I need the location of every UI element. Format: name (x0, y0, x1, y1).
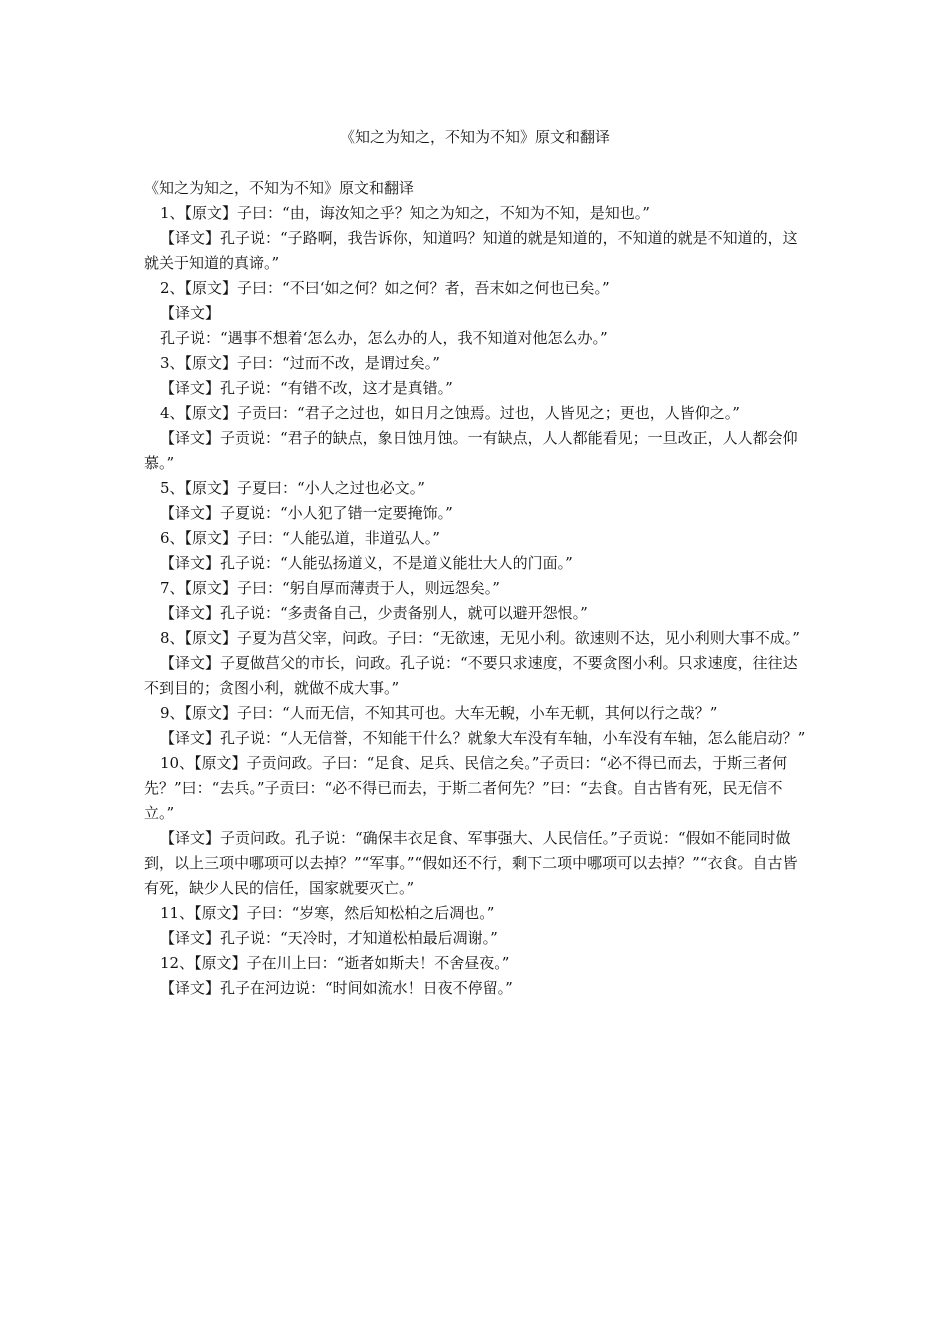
paragraph-3-translation: 【译文】孔子说：“有错不改，这才是真错。” (160, 379, 453, 397)
paragraph-4-translation: 【译文】子贡说：“君子的缺点，象日蚀月蚀。一有缺点，人人都能看见；一旦改正，人人都会仰慕。” (144, 429, 798, 472)
paragraph-10-original: 10、【原文】子贡问政。子曰：“足食、足兵、民信之矣。”子贡曰：“必不得已而去，于斯三者何先？”曰：“去兵。”子贡曰：“必不得已而去，于斯二者何先？”曰：“去食。自古皆有死，民无信不立。” (144, 754, 788, 822)
paragraph-2-translation: 孔子说：“遇事不想着‘怎么办，怎么办的人，我不知道对他怎么办。” (160, 329, 608, 347)
paragraph-7-translation: 【译文】孔子说：“多责备自己，少责备别人，就可以避开怨恨。” (160, 604, 588, 622)
paragraph-12-translation: 【译文】孔子在河边说：“时间如流水！日夜不停留。” (160, 979, 513, 997)
paragraph-8-translation: 【译文】子夏做莒父的市长，问政。孔子说：“不要只求速度，不要贪图小利。只求速度，往往达不到目的；贪图小利，就做不成大事。” (144, 654, 798, 697)
paragraph-2-translation-label: 【译文】 (160, 304, 221, 322)
paragraph-1-translation: 【译文】孔子说：“子路啊，我告诉你，知道吗？知道的就是知道的，不知道的就是不知道的，这就关于知道的真谛。” (144, 229, 798, 272)
paragraph-7-original: 7、【原文】子曰：“躬自厚而薄责于人，则远怨矣。” (160, 579, 500, 597)
paragraph-9-original: 9、【原文】子曰：“人而无信，不知其可也。大车无輗，小车无軏，其何以行之哉？” (160, 704, 718, 722)
paragraph-4-original: 4、【原文】子贡曰：“君子之过也，如日月之蚀焉。过也，人皆见之；更也，人皆仰之。” (160, 404, 740, 422)
document-subtitle: 《知之为知之，不知为不知》原文和翻译 (144, 179, 415, 197)
paragraph-10-translation: 【译文】子贡问政。孔子说：“确保丰衣足食、军事强大、人民信任。”子贡说：“假如不能同时做到，以上三项中哪项可以去掉？”“军事。”“假如还不行，剩下二项中哪项可以去掉？”“衣食。自古皆有死，缺少人民的信任，国家就要灭亡。” (144, 829, 798, 897)
paragraph-9-translation: 【译文】孔子说：“人无信誉，不知能干什么？就象大车没有车轴，小车没有车轴，怎么能启动？” (160, 729, 806, 747)
paragraph-12-original: 12、【原文】子在川上曰：“逝者如斯夫！不舍昼夜。” (160, 954, 510, 972)
paragraph-1-original: 1、【原文】子曰：“由，诲汝知之乎？知之为知之，不知为不知，是知也。” (160, 204, 650, 222)
paragraph-6-original: 6、【原文】子曰：“人能弘道，非道弘人。” (160, 529, 440, 547)
paragraph-5-translation: 【译文】子夏说：“小人犯了错一定要掩饰。” (160, 504, 453, 522)
paragraph-11-original: 11、【原文】子曰：“岁寒，然后知松柏之后凋也。” (160, 904, 495, 922)
paragraph-3-original: 3、【原文】子曰：“过而不改，是谓过矣。” (160, 354, 440, 372)
paragraph-2-original: 2、【原文】子曰：“不曰‘如之何？如之何？者，吾末如之何也已矣。” (160, 279, 610, 297)
paragraph-6-translation: 【译文】孔子说：“人能弘扬道义，不是道义能壮大人的门面。” (160, 554, 573, 572)
paragraph-11-translation: 【译文】孔子说：“天冷时，才知道松柏最后凋谢。” (160, 929, 498, 947)
paragraph-8-original: 8、【原文】子夏为莒父宰，问政。子曰：“无欲速，无见小利。欲速则不达，见小利则大事不成。” (160, 629, 800, 647)
page-title: 《知之为知之，不知为不知》原文和翻译 (339, 128, 610, 146)
document-body (144, 176, 808, 1001)
paragraph-5-original: 5、【原文】子夏曰：“小人之过也必文。” (160, 479, 425, 497)
